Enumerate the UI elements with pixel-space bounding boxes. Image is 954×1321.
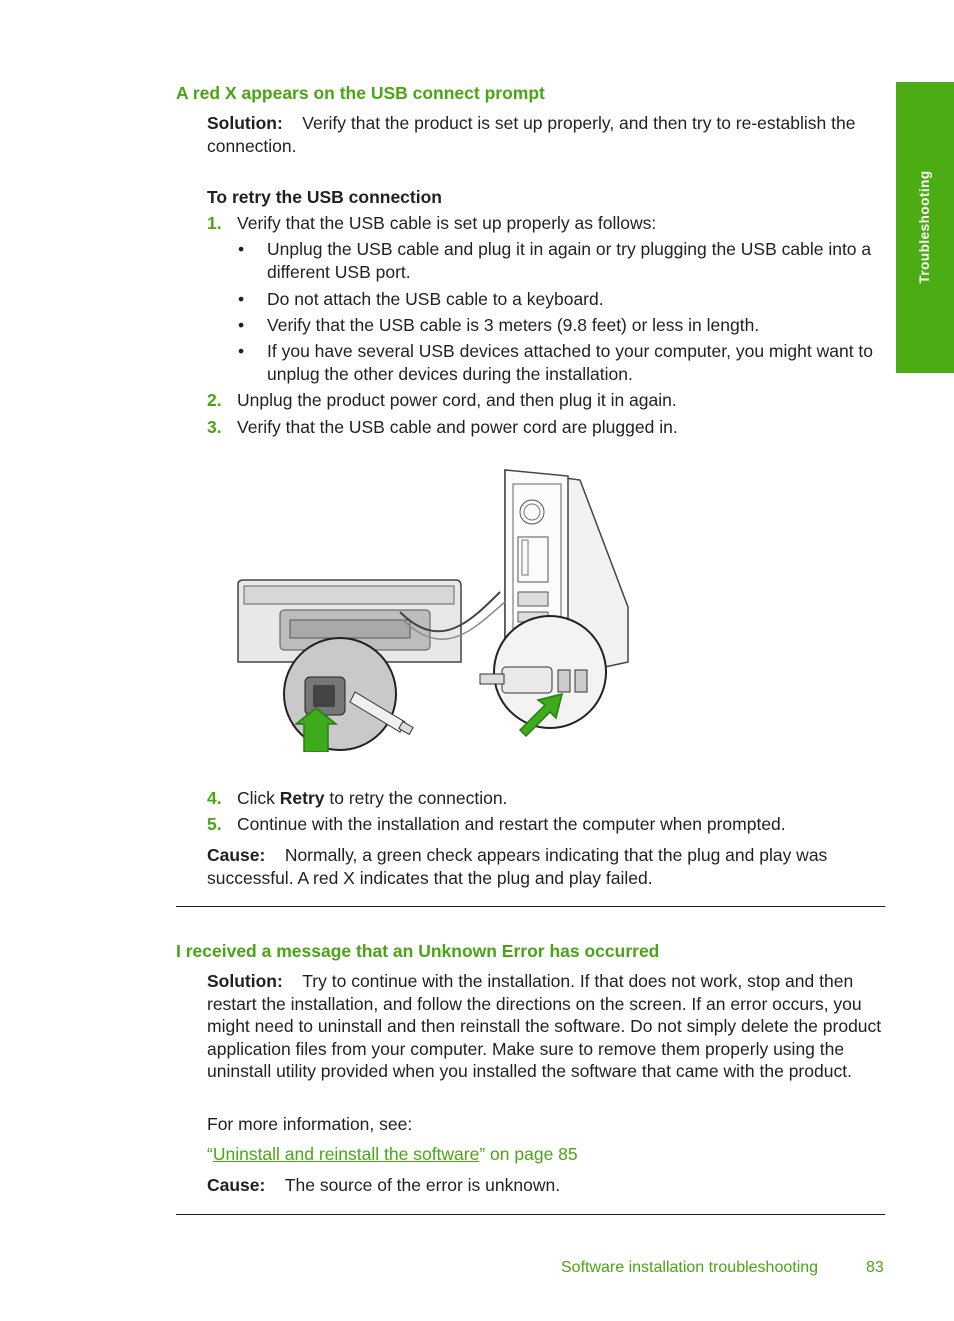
bullet-text: Do not attach the USB cable to a keyboard. (267, 289, 604, 309)
bullet-text: Unplug the USB cable and plug it in again or try plugging the USB cable into a different USB port. (267, 239, 872, 282)
section-divider (176, 906, 885, 907)
bullet-mark: • (238, 315, 245, 335)
cause-paragraph-2 (207, 1174, 887, 1197)
side-tab (896, 82, 954, 373)
step-number: 4. (207, 788, 222, 808)
procedure-title: To retry the USB connection (207, 187, 442, 207)
solution-paragraph-2 (207, 970, 887, 1083)
bullet-text: Verify that the USB cable is 3 meters (9.8 feet) or less in length. (267, 315, 760, 335)
uninstall-reinstall-link[interactable]: Uninstall and reinstall the software (212, 1144, 480, 1164)
bullet-mark: • (238, 239, 245, 259)
solution-label: Solution: (207, 971, 283, 991)
cause-paragraph-1 (207, 844, 887, 889)
solution-paragraph-1 (207, 112, 887, 157)
solution-label: Solution: (207, 113, 283, 133)
bullet-text: If you have several USB devices attached to your computer, you might want to unplug the other devices during the installation. (267, 341, 874, 384)
page-reference: ” on page 85 (479, 1144, 578, 1164)
cross-reference (207, 1143, 578, 1166)
step-number: 3. (207, 417, 222, 437)
cause-label: Cause: (207, 845, 266, 865)
step-text (237, 787, 507, 810)
step-number: 1. (207, 213, 222, 233)
solution-text: Try to continue with the installation. If that does not work, stop and then restart the installation, and follow the directions on the screen. If an error occurs, you might need to uninstall and then reinstall the software. Do not simply delete the product application files from your computer. Make sure to remove them properly using the uninstall utility provided when you installed the software that came with the product. (207, 971, 882, 1081)
cause-text: The source of the error is unknown. (284, 1175, 561, 1195)
bullet-mark: • (238, 341, 245, 361)
step-number: 2. (207, 390, 222, 410)
step-text: Unplug the product power cord, and then plug it in again. (237, 390, 677, 410)
step-text: Verify that the USB cable and power cord are plugged in. (237, 417, 678, 437)
step-number: 5. (207, 814, 222, 834)
solution-text: Verify that the product is set up properly, and then try to re-establish the connection. (207, 113, 856, 156)
section-heading-red-x: A red X appears on the USB connect prompt (176, 83, 545, 103)
side-tab-label: Troubleshooting (916, 170, 932, 284)
page-number: 83 (866, 1259, 884, 1276)
step-text: Verify that the USB cable is set up properly as follows: (237, 213, 657, 233)
more-info-text: For more information, see: (207, 1114, 413, 1134)
footer-section-title: Software installation troubleshooting (561, 1259, 819, 1276)
quote-open: “ (207, 1144, 213, 1164)
step-text-part: Click (237, 788, 280, 808)
step-text: Continue with the installation and restart the computer when prompted. (237, 814, 786, 834)
usb-connection-illustration (230, 462, 640, 752)
bullet-mark: • (238, 289, 245, 309)
computer-port-zoom (480, 616, 606, 736)
section-heading-unknown-error: I received a message that an Unknown Error has occurred (176, 941, 660, 961)
retry-word: Retry (279, 788, 325, 808)
step-text-part: to retry the connection. (324, 788, 508, 808)
section-divider (176, 1214, 885, 1215)
cause-text: Normally, a green check appears indicating that the plug and play was successful. A red X indicates that the plug and play failed. (207, 845, 828, 888)
cause-label: Cause: (207, 1175, 266, 1195)
